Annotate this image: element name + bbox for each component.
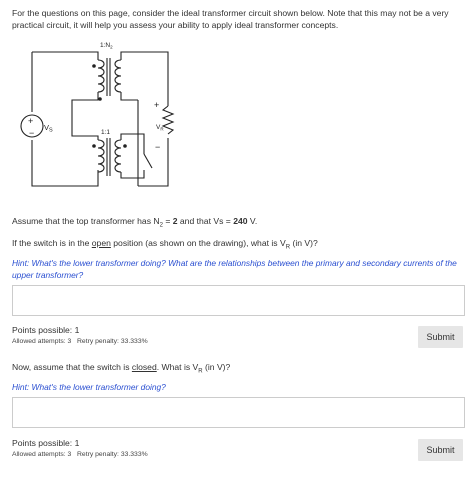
- attempt-info-2: Allowed attempts: 3 Retry penalty: 33.333%: [12, 451, 148, 458]
- intro-text: For the questions on this page, consider the ideal transformer circuit shown below. Note that this may not be a very practical circuit, it will help you assess your ability to apply ideal transformer concepts.: [12, 8, 449, 30]
- hint-1: Hint: What's the lower transformer doing? What are the relationships between the primary and secondary currents of the upper transformer?: [12, 258, 457, 280]
- assumption-text: Assume that the top transformer has $N_2 = 2$ and that Vs = 240 V.: [12, 216, 258, 229]
- answer-input-2[interactable]: [12, 397, 465, 428]
- hint-2: Hint: What's the lower transformer doing?: [12, 382, 166, 392]
- submit-button-2[interactable]: Submit: [418, 439, 463, 461]
- points-possible-1: Points possible: 1: [12, 325, 80, 335]
- load-label: $V_R$: [156, 124, 164, 132]
- polarity-dot: [92, 64, 96, 68]
- polarity-dot: [98, 97, 102, 101]
- source-plus: +: [28, 116, 34, 126]
- circuit-diagram: [10, 36, 190, 206]
- question-1: If the switch is in the open position (as shown on the drawing), what is $V_R$ (in V)?: [12, 238, 318, 251]
- load-minus: −: [155, 142, 161, 152]
- points-possible-2: Points possible: 1: [12, 438, 80, 448]
- question-2: Now, assume that the switch is closed. What is $V_R$ (in V)?: [12, 362, 231, 375]
- top-ratio-label: $1:N_2$: [100, 42, 113, 50]
- submit-button-1[interactable]: Submit: [418, 326, 463, 348]
- source-label: $V_S$: [44, 123, 53, 134]
- source-minus: −: [29, 128, 35, 138]
- polarity-dot: [92, 144, 96, 148]
- bottom-ratio-label: 1:1: [101, 129, 111, 136]
- polarity-dot: [123, 144, 127, 148]
- load-plus: +: [154, 100, 160, 110]
- attempt-info-1: Allowed attempts: 3 Retry penalty: 33.333%: [12, 338, 148, 345]
- answer-input-1[interactable]: [12, 285, 465, 316]
